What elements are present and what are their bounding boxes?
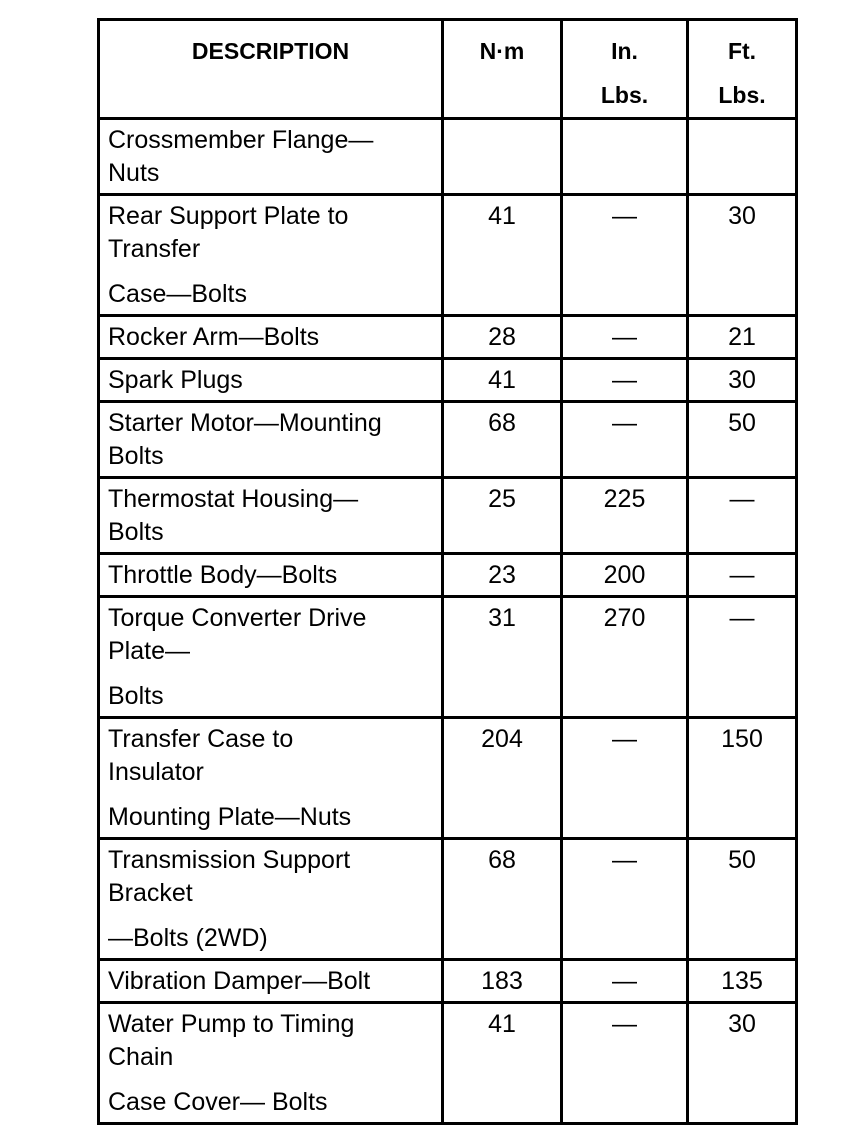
row-nm-value: 41 xyxy=(443,359,562,402)
row-nm-value: 68 xyxy=(443,402,562,478)
row-nm-value: 183 xyxy=(443,960,562,1003)
row-in-lbs-value: 270 xyxy=(562,597,688,718)
header-ft-lbs: Ft. Lbs. xyxy=(688,20,797,119)
header-nm: N·m xyxy=(443,20,562,119)
row-ft-lbs-value: 150 xyxy=(688,718,797,839)
row-nm-value: 28 xyxy=(443,316,562,359)
row-ft-lbs-value: 21 xyxy=(688,316,797,359)
description-line: Transfer xyxy=(108,235,201,263)
row-ft-lbs-value: — xyxy=(688,554,797,597)
header-description: DESCRIPTION xyxy=(99,20,443,119)
description-line: Vibration Damper—Bolt xyxy=(108,967,371,995)
description-line: Crossmember Flange— xyxy=(108,126,374,154)
row-ft-lbs-value xyxy=(688,119,797,195)
table-body xyxy=(99,119,797,1124)
row-nm-value: 23 xyxy=(443,554,562,597)
description-line: Bracket xyxy=(108,879,193,907)
row-in-lbs-value: 200 xyxy=(562,554,688,597)
row-description xyxy=(99,316,443,359)
description-line: Rocker Arm—Bolts xyxy=(108,323,320,351)
description-line: Case Cover— Bolts xyxy=(108,1088,328,1116)
table-row xyxy=(99,359,797,402)
row-in-lbs-value: — xyxy=(562,1003,688,1124)
row-in-lbs-value: — xyxy=(562,195,688,316)
row-nm-value: 25 xyxy=(443,478,562,554)
row-ft-lbs-value: 135 xyxy=(688,960,797,1003)
row-ft-lbs-value: — xyxy=(688,597,797,718)
table-row xyxy=(99,195,797,316)
row-description xyxy=(99,478,443,554)
row-ft-lbs-value: 50 xyxy=(688,402,797,478)
row-ft-lbs-value: 30 xyxy=(688,195,797,316)
row-ft-lbs-value: 30 xyxy=(688,1003,797,1124)
description-line: Bolts xyxy=(108,442,164,470)
header-row xyxy=(99,20,797,119)
row-nm-value: 41 xyxy=(443,1003,562,1124)
description-line: Case—Bolts xyxy=(108,280,247,308)
description-line: Transfer Case to xyxy=(108,725,294,753)
table-row xyxy=(99,478,797,554)
description-line: Thermostat Housing— xyxy=(108,485,359,513)
description-line: Chain xyxy=(108,1043,174,1071)
description-line: Transmission Support xyxy=(108,846,351,874)
row-in-lbs-value: — xyxy=(562,402,688,478)
row-nm-value xyxy=(443,119,562,195)
table-row xyxy=(99,316,797,359)
description-line: —Bolts (2WD) xyxy=(108,924,268,952)
description-line: Bolts xyxy=(108,682,164,710)
row-ft-lbs-value: — xyxy=(688,478,797,554)
torque-spec-table xyxy=(97,18,798,1125)
table-row xyxy=(99,554,797,597)
description-line: Rear Support Plate to xyxy=(108,202,349,230)
row-description xyxy=(99,839,443,960)
row-description xyxy=(99,195,443,316)
row-description xyxy=(99,119,443,195)
description-line: Torque Converter Drive xyxy=(108,604,367,632)
table-row xyxy=(99,718,797,839)
description-line: Bolts xyxy=(108,518,164,546)
row-description xyxy=(99,359,443,402)
row-in-lbs-value: — xyxy=(562,960,688,1003)
row-ft-lbs-value: 50 xyxy=(688,839,797,960)
table-row xyxy=(99,839,797,960)
row-in-lbs-value: — xyxy=(562,839,688,960)
row-description xyxy=(99,718,443,839)
row-in-lbs-value: — xyxy=(562,718,688,839)
row-in-lbs-value: — xyxy=(562,359,688,402)
header-in-lbs: In. Lbs. xyxy=(562,20,688,119)
row-description xyxy=(99,554,443,597)
row-in-lbs-value: — xyxy=(562,316,688,359)
row-description xyxy=(99,960,443,1003)
row-nm-value: 204 xyxy=(443,718,562,839)
row-in-lbs-value xyxy=(562,119,688,195)
description-line: Throttle Body—Bolts xyxy=(108,561,338,589)
row-ft-lbs-value: 30 xyxy=(688,359,797,402)
row-in-lbs-value: 225 xyxy=(562,478,688,554)
row-description xyxy=(99,597,443,718)
table-row xyxy=(99,1003,797,1124)
description-line: Water Pump to Timing xyxy=(108,1010,355,1038)
row-nm-value: 68 xyxy=(443,839,562,960)
description-line: Starter Motor—Mounting xyxy=(108,409,382,437)
description-line: Mounting Plate—Nuts xyxy=(108,803,352,831)
row-description xyxy=(99,402,443,478)
row-nm-value: 41 xyxy=(443,195,562,316)
description-line: Plate— xyxy=(108,637,190,665)
row-nm-value: 31 xyxy=(443,597,562,718)
description-line: Insulator xyxy=(108,758,204,786)
table-row xyxy=(99,119,797,195)
table-row xyxy=(99,402,797,478)
table-row xyxy=(99,597,797,718)
row-description xyxy=(99,1003,443,1124)
table-row xyxy=(99,960,797,1003)
description-line: Spark Plugs xyxy=(108,366,243,394)
description-line: Nuts xyxy=(108,159,160,187)
